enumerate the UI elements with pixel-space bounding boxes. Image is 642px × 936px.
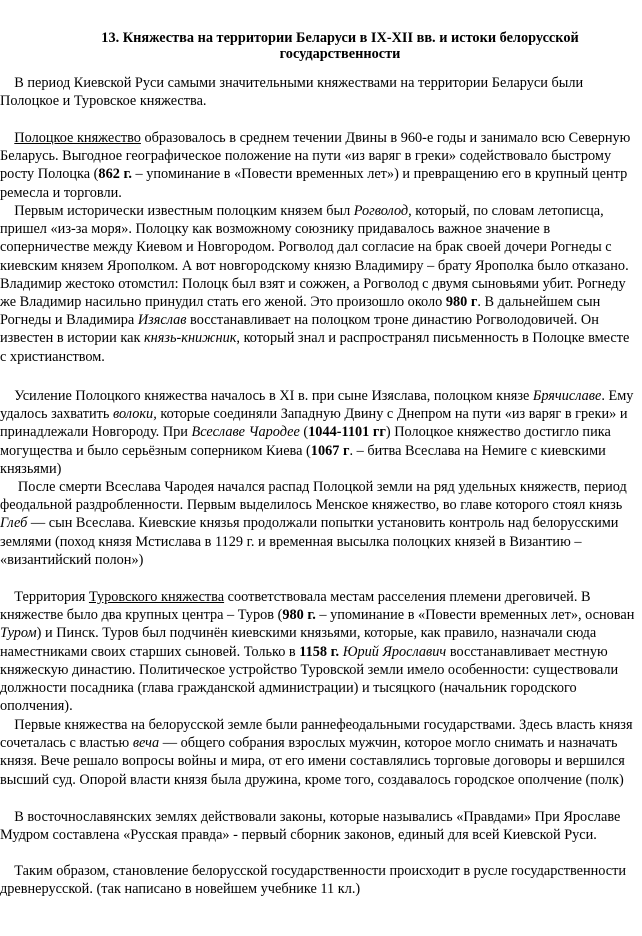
text-run: – упоминание в «Повести временных лет», основан xyxy=(315,607,635,624)
name-izyaslav: Изяслав xyxy=(137,312,187,329)
text-run: восстанавливает местную княжескую династию. Политическое устройство Туровской земли имело особенности: существовали должности посадника (глава гражданской администрации) и тысяцкого (начальник городского ополчения). xyxy=(0,643,619,715)
name-vseslav: Всеславе Чародее xyxy=(191,424,300,441)
text-run: — общего собрания взрослых мужчин, которое могло снимать и назначать князя. Вече решало вопросы войны и мира, от его имени составлялись торговые договоры и вершился высший суд. Опорой власти князя была дружина, кроме того, создавалось городское ополчение (полк) xyxy=(0,735,625,788)
date-1067: 1067 г xyxy=(310,442,350,459)
indent xyxy=(0,130,14,146)
text-run: ) и Пинск. Туров был подчинён киевскими князьями, которые, как правило, назначали сюда наместниками своих старших сыновей. Только в xyxy=(0,625,597,660)
page-title: 13. Княжества на территории Беларуси в IX-XII вв. и истоки белорусской государственности xyxy=(101,30,579,62)
text-run: – упоминание в «Повести временных лет») и превращению его в крупный центр ремесла и торговли. xyxy=(0,166,628,201)
text-run: Первые княжества на белорусской земле были раннефеодальными государствами. Здесь власть князя сочеталась с властью xyxy=(0,717,633,752)
text-run: Усиление Полоцкого княжества началось в XI в. при сыне Изяслава, полоцком князе xyxy=(0,388,533,404)
text-run: которые соединяли Западную Двину с Днепром на пути «из варяг в греки» и принадлежали Новгороду. При xyxy=(0,406,628,441)
text-run: , который знал и распространял письменность в Полоцке вместе с христианством. xyxy=(0,330,630,365)
date-1044-1101: 1044-1101 гг xyxy=(308,424,386,441)
name-gleb: Глеб xyxy=(0,515,28,532)
name-tur: Туром xyxy=(0,625,37,642)
paragraph-polotsk-rise xyxy=(0,387,639,478)
paragraph-rogvolod xyxy=(0,202,639,366)
date-1158: 1158 г. xyxy=(299,643,340,660)
name-yuri-yaroslavich: Юрий Ярославич xyxy=(342,643,447,660)
paragraph-polotsk-origin xyxy=(0,129,639,202)
name-rogvolod: Рогволод xyxy=(353,203,409,219)
polotsk-principality-term: Полоцкое княжество xyxy=(14,130,141,146)
text-run: Первым исторически известным полоцким князем был xyxy=(0,203,354,219)
term-veche: веча xyxy=(132,735,160,752)
paragraph-fragmentation xyxy=(0,478,639,569)
text-run: . Ему удалось захватить xyxy=(0,388,634,423)
paragraph-laws: В восточнославянских землях действовали законы, которые назывались «Правдами» При Ярославе Мудром составлена «Русская правда» - первый сборник законов, единый для всей Киевской Руси. xyxy=(0,809,621,844)
text-run: восстанавливает на полоцком троне династию Рогволодовичей. Он известен в истории как xyxy=(0,312,599,347)
turov-principality-term: Туровского княжества xyxy=(88,589,225,605)
text-run: ) Полоцкое княжество достигло пика могущества и было серьёзным соперником Киева ( xyxy=(0,424,611,459)
text-run: После смерти Всеслава Чародея начался распад Полоцкой земли на ряд удельных княжеств, период феодальной раздробленности. Первым выделилось Менское княжество, во главе которого стоял князь xyxy=(0,479,627,514)
text-run: , который, по словам летописца, пришел «из-за моря». Полоцку как возможному союзнику придавалось важное значение в соперничестве между Киевом и Новгородом. Рогволод дал согласие на брак своей дочери Рогнеды с киевским князем Ярополком. А вот новгородскому князю Владимиру – брату Ярополка было отказано. Владимир жестоко отомстил: Полоцк был взят и сожжен, а Рогволод с двумя сыновьями убит. Рогнеду же Владимир насильно принудил стать его женой. Это произошло около xyxy=(0,203,629,311)
text-run: Территория xyxy=(0,589,89,605)
text-run: — сын Всеслава. Киевские князья продолжали попытки установить контроль над белорусскими землями (поход князя Мстислава в 1129 г. и временная высылка полоцких князей в Византию – «византийский полон») xyxy=(0,515,619,568)
text-run: соответствовала местам расселения племени дреговичей. В княжестве было два крупных центра – Туров ( xyxy=(0,589,591,624)
paragraph-conclusion: Таким образом, становление белорусской государственности происходит в русле государственности древнерусской. (так написано в новейшем учебнике 11 кл.) xyxy=(0,863,627,898)
date-862: 862 г. xyxy=(98,166,132,183)
date-980-turov: 980 г. xyxy=(282,607,316,624)
name-bryachislav: Брячиславе xyxy=(532,388,602,404)
term-voloki: волоки, xyxy=(113,406,157,423)
paragraph-turov xyxy=(0,588,639,715)
paragraph-intro: В период Киевской Руси самыми значительными княжествами на территории Беларуси были Полоцкое и Туровское княжества. xyxy=(0,75,584,110)
term-knyaz-knizhnik: князь-книжник xyxy=(143,330,237,347)
text-run: образовалось в среднем течении Двины в 960-е годы и занимало всю Северную Беларусь. Выгодное географическое положение на пути «из варяг в греки» содействовало быстрому росту Полоцка ( xyxy=(0,130,631,183)
text-run: . В дальнейшем сын Рогнеды и Владимира xyxy=(0,294,601,329)
text-run: . – битва Всеслава на Немиге с киевскими князьями) xyxy=(0,442,606,477)
paragraph-early-feudal xyxy=(0,716,639,789)
date-980: 980 г xyxy=(445,294,478,311)
text-run: ( xyxy=(299,424,309,441)
